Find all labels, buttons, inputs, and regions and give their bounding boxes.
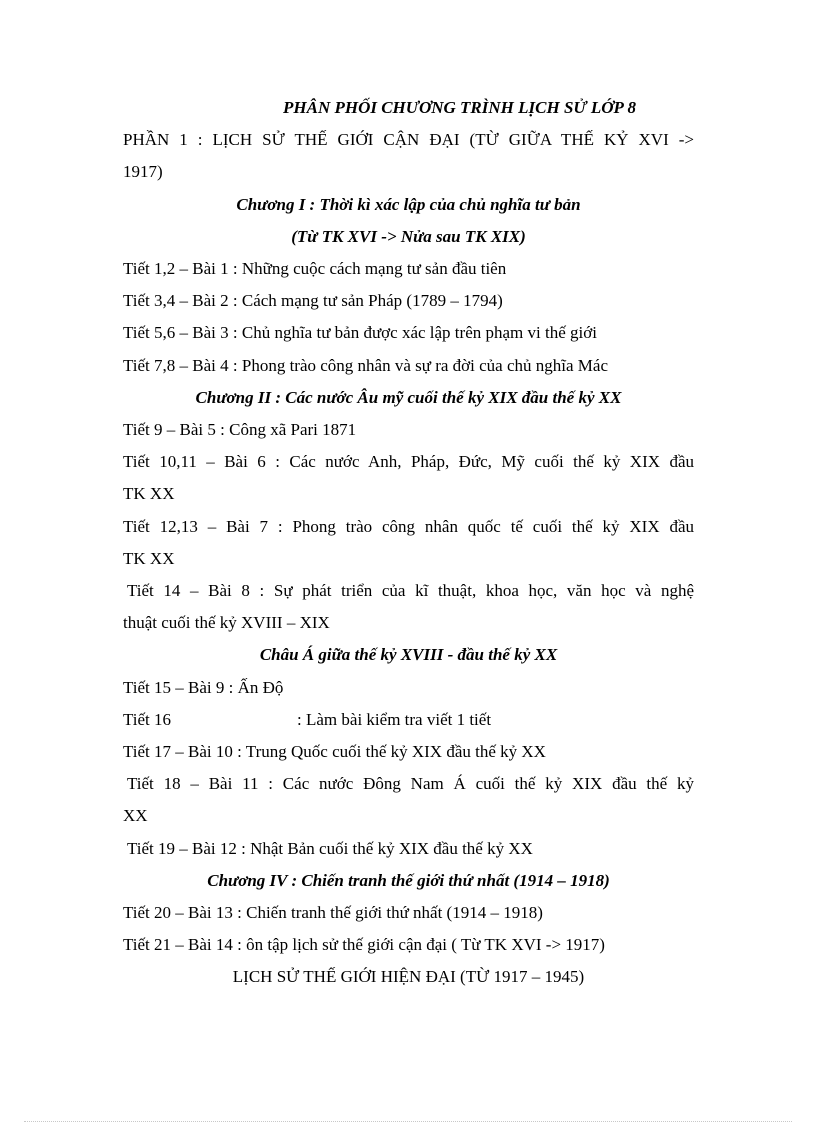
lesson-item: Tiết 18 – Bài 11 : Các nước Đông Nam Á cuối thế kỷ XIX đầu thế kỷ [127,774,694,794]
lesson-item-continued: TK XX [123,484,175,504]
lesson-text: : Làm bài kiểm tra viết 1 tiết [297,709,492,729]
document-page [123,92,694,994]
lesson-item: Tiết 19 – Bài 12 : Nhật Bản cuối thế kỷ XIX đầu thế kỷ XX [127,838,533,858]
page-bottom-divider [24,1121,792,1122]
lesson-item: Tiết 5,6 – Bài 3 : Chủ nghĩa tư bản được xác lập trên phạm vi thế giới [123,323,597,343]
part1-heading-line2: 1917) [123,162,163,182]
lesson-item: Tiết 10,11 – Bài 6 : Các nước Anh, Pháp, Đức, Mỹ cuối thế kỷ XIX đầu [123,452,694,472]
lesson-item: Tiết 9 – Bài 5 : Công xã Pari 1871 [123,420,357,440]
lesson-item: Tiết 12,13 – Bài 7 : Phong trào công nhân quốc tế cuối thế kỷ XIX đầu [123,516,694,536]
lesson-item: Tiết 1,2 – Bài 1 : Những cuộc cách mạng tư sản đầu tiên [123,259,507,279]
part2-heading: LỊCH SỬ THẾ GIỚI HIỆN ĐẠI (TỪ 1917 – 1945) [232,967,585,987]
lesson-item: Tiết 21 – Bài 14 : ôn tập lịch sử thế giới cận đại ( Từ TK XVI -> 1917) [123,935,605,955]
lesson-item: Tiết 20 – Bài 13 : Chiến tranh thế giới thứ nhất (1914 – 1918) [123,903,543,923]
chapter1-subtitle: (Từ TK XVI -> Nửa sau TK XIX) [291,226,526,246]
chapter1-title: Chương I : Thời kì xác lập của chủ nghĩa tư bản [236,194,581,214]
lesson-item [123,704,694,736]
lesson-item: Tiết 15 – Bài 9 : Ấn Độ [123,677,284,697]
chapter3-title: Châu Á giữa thế kỷ XVIII - đầu thế kỷ XX [259,645,558,665]
lesson-item: Tiết 3,4 – Bài 2 : Cách mạng tư sản Pháp (1789 – 1794) [123,291,503,311]
lesson-item: Tiết 7,8 – Bài 4 : Phong trào công nhân và sự ra đời của chủ nghĩa Mác [123,355,608,375]
lesson-item-continued: TK XX [123,548,175,568]
lesson-item: Tiết 17 – Bài 10 : Trung Quốc cuối thế kỷ XIX đầu thế kỷ XX [123,742,546,762]
lesson-item: Tiết 14 – Bài 8 : Sự phát triển của kĩ thuật, khoa học, văn học và nghệ [127,581,694,601]
lesson-item-continued: XX [123,806,148,826]
lesson-item-continued: thuật cuối thế kỷ XVIII – XIX [123,613,330,633]
chapter4-title: Chương IV : Chiến tranh thế giới thứ nhất (1914 – 1918) [207,870,610,890]
lesson-label: Tiết 16 [123,709,172,729]
page-title: PHÂN PHỐI CHƯƠNG TRÌNH LỊCH SỬ LỚP 8 [283,98,636,117]
chapter2-title: Chương II : Các nước Âu mỹ cuối thế kỷ XIX đầu thế kỷ XX [195,387,622,407]
part1-heading-line1: PHẦN 1 : LỊCH SỬ THẾ GIỚI CẬN ĐẠI (TỪ GIỮA THẾ KỶ XVI -> [123,130,694,150]
